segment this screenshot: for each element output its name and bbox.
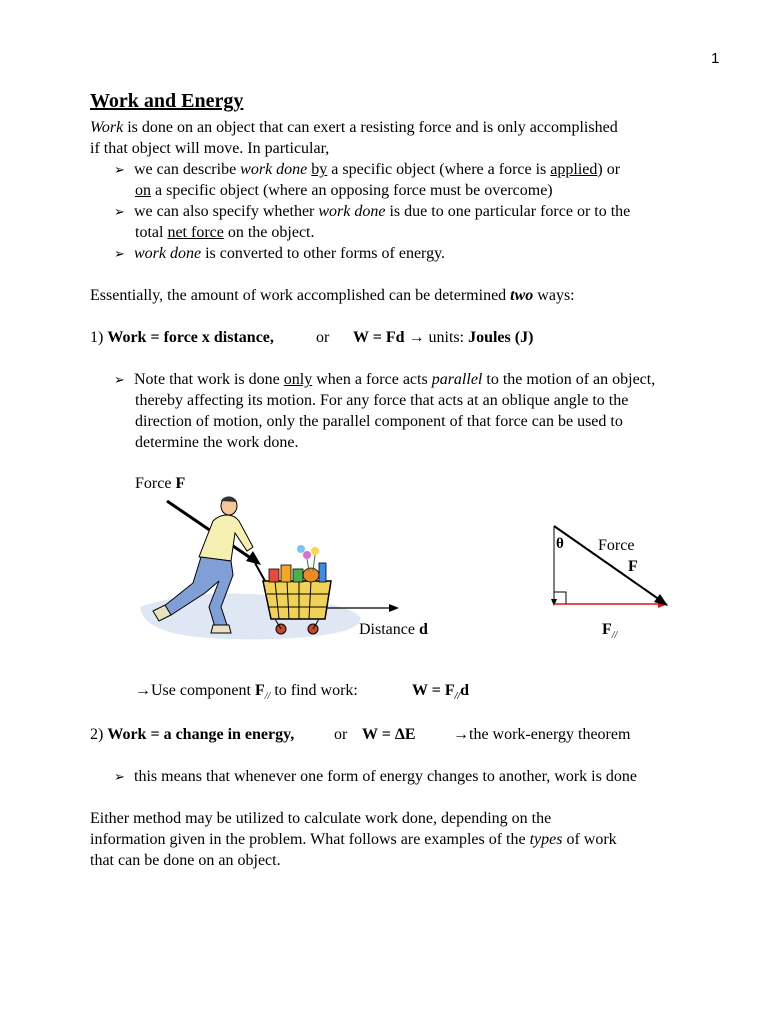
intro-line-2: if that object will move. In particular, xyxy=(90,140,330,157)
text: F xyxy=(254,682,265,699)
bullet-1-line-2 xyxy=(135,180,553,201)
text: ) or xyxy=(597,161,621,178)
text: on the object. xyxy=(223,224,315,241)
bullet-arrow-icon: ➢ xyxy=(114,246,125,261)
triangle-force-label: Force xyxy=(598,537,635,554)
method-1-or: or xyxy=(316,329,330,346)
text: d xyxy=(460,682,470,699)
bullet-arrow-icon: ➢ xyxy=(114,769,125,784)
page-title: Work and Energy xyxy=(90,90,244,112)
note-line-3: direction of motion, only the parallel component of that force can be used to xyxy=(135,413,623,430)
text: W = Fd xyxy=(353,329,405,346)
text: work done xyxy=(134,245,202,262)
text: 1) xyxy=(90,329,108,346)
method-2-or: or xyxy=(334,726,348,743)
text: a specific object (where an opposing force must be overcome) xyxy=(151,182,553,199)
closing-line-2 xyxy=(90,829,617,850)
bullet-2-line-2 xyxy=(135,222,314,243)
method-2 xyxy=(90,724,294,745)
energy-bullet xyxy=(114,766,637,787)
text: ways: xyxy=(533,287,575,304)
note-line-2: thereby affecting its motion. For any force that acts at an oblique angle to the xyxy=(135,392,629,409)
F-parallel-label xyxy=(602,619,617,646)
text: to the motion of an object, xyxy=(482,371,656,388)
text: a specific object (where a force is xyxy=(327,161,551,178)
text: two xyxy=(510,287,534,304)
text: information given in the problem. What follows are examples of the xyxy=(90,831,530,848)
text: we can describe xyxy=(134,161,241,178)
text: by xyxy=(311,161,328,178)
text: total xyxy=(135,224,168,241)
text: the work-energy theorem xyxy=(469,726,631,743)
text: this means that whenever one form of energy changes to another, work is done xyxy=(134,768,637,785)
page-number: 1 xyxy=(711,50,720,67)
text: F xyxy=(602,621,612,638)
triangle-F-label: F xyxy=(628,558,638,575)
essentially-line xyxy=(90,285,575,306)
text: on xyxy=(135,182,151,199)
text: when a force acts xyxy=(312,371,432,388)
note-line-4: determine the work done. xyxy=(135,434,299,451)
distance-arrow-head xyxy=(389,604,399,612)
text: // xyxy=(264,691,271,703)
intro-line-1 xyxy=(90,117,618,138)
text: Force xyxy=(135,475,176,492)
component-line xyxy=(135,680,358,707)
text: W = F xyxy=(412,682,455,699)
text: d xyxy=(418,621,428,638)
force-label xyxy=(135,473,185,494)
text: Joules (J) xyxy=(468,329,534,346)
bullet-arrow-icon: ➢ xyxy=(114,372,125,387)
text: Distance xyxy=(359,621,419,638)
text: of work xyxy=(562,831,617,848)
bullet-arrow-icon: ➢ xyxy=(114,162,125,177)
bullet-arrow-icon: ➢ xyxy=(114,204,125,219)
right-arrow-icon: → xyxy=(453,726,469,743)
right-arrow-icon: → xyxy=(408,329,425,346)
text: work done xyxy=(240,161,308,178)
text: parallel xyxy=(431,371,483,388)
text: we can also specify whether xyxy=(134,203,319,220)
distance-label xyxy=(359,619,428,640)
text: is due to one particular force or to the xyxy=(385,203,631,220)
text: to find work: xyxy=(270,682,358,699)
text: units: xyxy=(424,329,469,346)
method-2-equation: W = ΔE xyxy=(362,726,416,743)
component-equation xyxy=(412,680,469,707)
text: applied xyxy=(550,161,598,178)
text: Work = a change in energy, xyxy=(107,726,295,743)
text: Use component xyxy=(151,682,255,699)
text: net force xyxy=(167,224,224,241)
method-1 xyxy=(90,327,274,348)
theta-label: θ xyxy=(556,536,564,552)
text: Note that work is done xyxy=(134,371,284,388)
text: types xyxy=(529,831,563,848)
right-arrow-icon: → xyxy=(135,682,151,699)
text: F xyxy=(175,475,186,492)
bullet-3 xyxy=(114,243,445,264)
intro-term: Work xyxy=(90,119,124,136)
bullet-2 xyxy=(114,201,630,222)
intro-line-1-rest: is done on an object that can exert a resisting force and is only accomplished xyxy=(123,119,618,136)
text: 2) xyxy=(90,726,108,743)
work-energy-theorem xyxy=(453,724,630,745)
bullet-1 xyxy=(114,159,620,180)
text: only xyxy=(283,371,313,388)
method-1-equation xyxy=(353,327,533,348)
force-arrow-head xyxy=(246,551,261,565)
text: work done xyxy=(318,203,386,220)
right-angle-marker xyxy=(554,592,566,604)
closing-line-3: that can be done on an object. xyxy=(90,852,281,869)
text: // xyxy=(454,691,461,703)
closing-line-1: Either method may be utilized to calculate work done, depending on the xyxy=(90,810,552,827)
text: // xyxy=(611,630,618,642)
note-bullet xyxy=(114,369,655,390)
text: Work = force x distance, xyxy=(107,329,274,346)
text: Essentially, the amount of work accomplished can be determined xyxy=(90,287,511,304)
text: is converted to other forms of energy. xyxy=(201,245,446,262)
